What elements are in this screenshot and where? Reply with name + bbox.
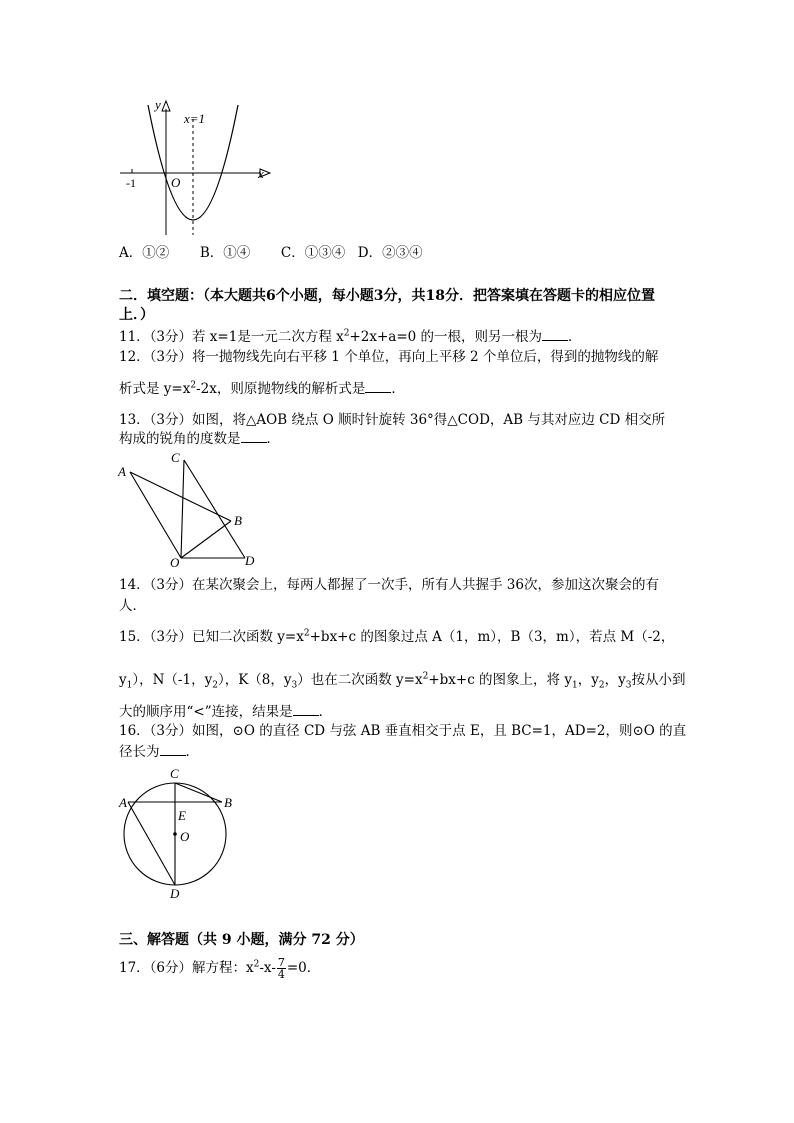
q12-answer-blank — [365, 380, 391, 393]
q15-func-sup: 2 — [422, 671, 429, 682]
q15-y1: y — [119, 672, 127, 688]
rotation-label-o: O — [170, 555, 180, 570]
q11-superscript: 2 — [343, 328, 350, 339]
section2-heading-line1: 二．填空题：（本大题共6个小题，每小题3分，共18分．把答案填在答题卡的相应位置 — [119, 288, 655, 304]
q15-order-y1-sub: 1 — [571, 680, 578, 691]
parabola-neg-one-label: -1 — [126, 176, 136, 190]
q10-option-a: A．①② — [119, 245, 170, 261]
question-12-line2 — [119, 380, 405, 398]
rotation-label-d: D — [245, 553, 255, 568]
q10-options — [119, 244, 423, 262]
q15-y1-sub: 1 — [126, 680, 133, 691]
q15-order-text: 按从小到 — [631, 672, 686, 688]
q12-superscript: 2 — [190, 380, 197, 391]
q15-order-y3-sub: 3 — [625, 680, 632, 691]
rotation-label-b: B — [234, 513, 242, 528]
q15-answer-blank — [293, 703, 319, 716]
q11-text-post: +2x+a=0 的一根，则另一根为 — [349, 329, 543, 345]
parabola-symmetry-label: x=1 — [184, 111, 206, 126]
q17-fraction-denominator: 4 — [277, 968, 285, 981]
q15-y3-sub: 3 — [291, 680, 298, 691]
question-12-line1: 12．（3分）将一抛物线先向右平移 1 个单位，再向上平移 2 个单位后，得到的抛物线的解 — [119, 349, 659, 365]
q16-text-end: ． — [185, 744, 199, 760]
circle-label-d: D — [170, 886, 180, 901]
circle-label-e: E — [178, 808, 186, 823]
q10-option-b: B．①④ — [199, 245, 251, 261]
circle-label-o: O — [180, 829, 190, 844]
q15-order-y1: +bx+c 的图象上，将 y — [428, 672, 572, 688]
q12-text-pre: 析式是 y=x — [119, 381, 191, 397]
parabola-y-label: y — [155, 97, 161, 112]
q17-fraction — [277, 957, 286, 980]
q11-answer-blank — [542, 328, 568, 341]
parabola-x-label: x — [258, 166, 264, 181]
parabola-origin-label: O — [171, 175, 181, 190]
q15-text-end: ． — [318, 704, 333, 720]
q15-superscript: 2 — [303, 628, 310, 639]
question-11 — [119, 328, 582, 346]
q15-order-y2: ，y — [577, 672, 599, 688]
q12-text-end: ． — [391, 381, 405, 397]
question-15-line1 — [119, 628, 674, 646]
q17-text-pre: 17．（6分）解方程：x — [119, 960, 254, 976]
circle-figure — [118, 770, 238, 900]
question-15-line2 — [119, 671, 685, 689]
q17-text-mid: -x- — [259, 960, 276, 976]
question-16-line1: 16．（3分）如图，⊙O 的直径 CD 与弦 AB 垂直相交于点 E，且 BC=1，AD=2，则⊙O 的直 — [119, 723, 687, 739]
circle-label-b: B — [224, 795, 232, 810]
q12-text-post: -2x，则原抛物线的解析式是 — [196, 381, 366, 397]
q15-line3-text: 大的顺序用“<”连接，结果是 — [119, 704, 293, 720]
question-13-line1: 13．（3分）如图，将△AOB 绕点 O 顺时针旋转 36°得△COD，AB 与其对应边 CD 相交所 — [119, 412, 666, 428]
section2-heading-line2: 上．） — [119, 307, 154, 323]
q17-superscript: 2 — [253, 959, 260, 970]
q10-option-c: C．①③④ — [280, 245, 346, 261]
q13-text: 构成的锐角的度数是 — [119, 431, 241, 447]
q17-text-post: =0． — [286, 960, 321, 976]
section3-heading: 三、解答题（共 9 小题，满分 72 分） — [119, 932, 364, 948]
q15-order-y2-sub: 2 — [598, 680, 605, 691]
circle-label-c: C — [170, 766, 179, 781]
q16-text: 径长为 — [119, 744, 160, 760]
q15-func: ）也在二次函数 y=x — [297, 672, 423, 688]
rotation-label-c: C — [171, 450, 180, 465]
q15-y2-sub: 2 — [212, 680, 218, 691]
q13-answer-blank — [241, 430, 267, 443]
q10-option-d: D．②③④ — [357, 245, 423, 261]
q15-order-y3: ，y — [604, 672, 626, 688]
question-14-line2: 人． — [119, 598, 146, 614]
question-15-line3 — [119, 703, 332, 721]
question-16-line2 — [119, 743, 199, 761]
question-14-line1: 14．（3分）在某次聚会上，每两人都握了一次手，所有人共握手 36次，参加这次聚会的有 — [119, 577, 659, 593]
question-17 — [119, 957, 320, 980]
circle-label-a: A — [119, 795, 127, 810]
q11-text-pre: 11．（3分）若 x=1是一元二次方程 x — [119, 329, 344, 345]
q11-text-end: ． — [568, 329, 582, 345]
q15-text-post: +bx+c 的图象过点 A（1，m），B（3，m），若点 M（-2， — [309, 629, 675, 645]
q16-answer-blank — [160, 743, 186, 756]
rotation-label-a: A — [118, 464, 126, 479]
q17-fraction-numerator: 7 — [277, 956, 285, 969]
q15-k-point: ），K（8，y — [217, 672, 292, 688]
q15-text-pre: 15．（3分）已知二次函数 y=x — [119, 629, 304, 645]
q15-n-point: ），N（-1，y — [132, 672, 213, 688]
question-13-line2 — [119, 430, 280, 448]
q13-text-end: ． — [266, 431, 280, 447]
